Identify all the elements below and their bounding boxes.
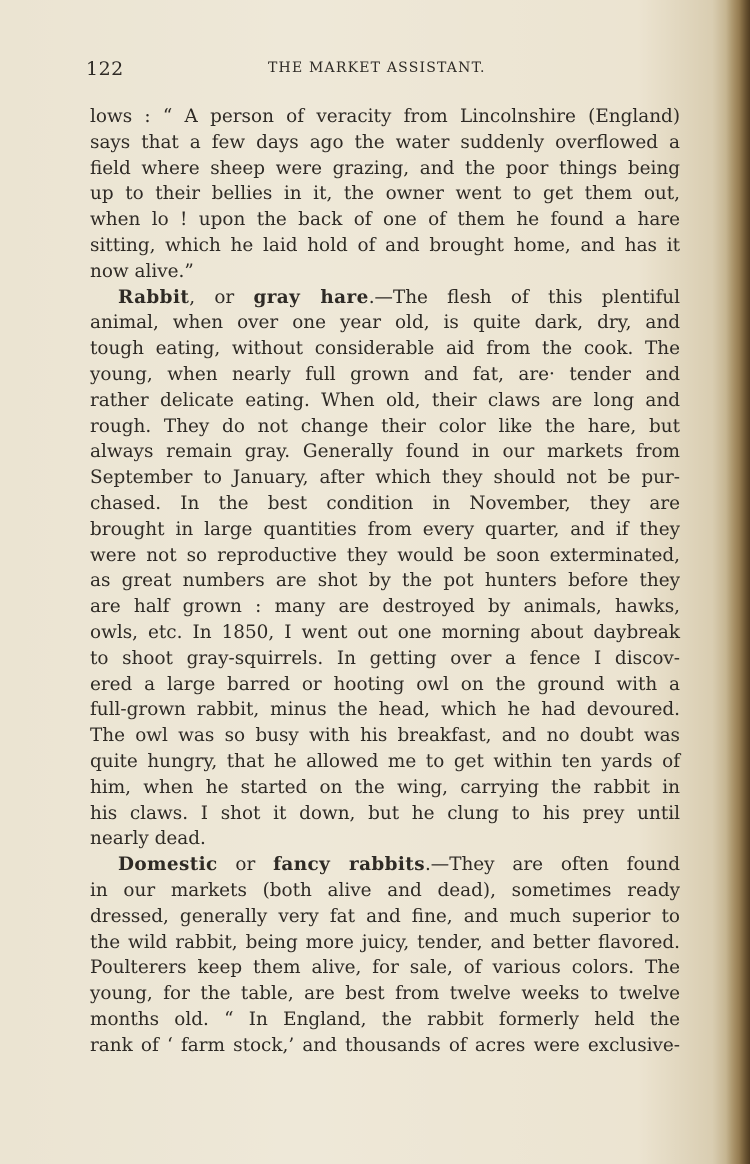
- headword-separator: or: [217, 854, 274, 876]
- text-line: were not so reproductive they would be soon exterminated,: [90, 544, 680, 566]
- text-line: animal, when over one year old, is quite dark, dry, and: [90, 312, 680, 334]
- text-line: Poulterers keep them alive, for sale, of various colors. The: [90, 957, 680, 979]
- rabbit-entry-first-line: [90, 285, 680, 311]
- text-line: nearly dead.: [90, 828, 206, 850]
- running-head: [86, 58, 686, 84]
- text-line: always remain gray. Generally found in our markets from: [90, 441, 680, 463]
- text-line: says that a few days ago the water suddenly overflowed a: [90, 131, 680, 153]
- text-line: young, when nearly full grown and fat, are· tender and: [90, 363, 680, 385]
- page-gutter-shadow: [726, 0, 750, 1164]
- text-line: when lo ! upon the back of one of them he found a hare: [90, 209, 680, 231]
- text-line: chased. In the best condition in November, they are: [90, 492, 680, 514]
- text-line: now alive.”: [90, 260, 194, 282]
- text-line: months old. “ In England, the rabbit formerly held the: [90, 1008, 680, 1030]
- text-line: quite hungry, that he allowed me to get within ten yards of: [90, 750, 680, 772]
- text-line: him, when he started on the wing, carrying the rabbit in: [90, 776, 680, 798]
- text-line: lows : “ A person of veracity from Lincolnshire (England): [90, 106, 680, 127]
- headword-rabbit: Rabbit: [118, 286, 190, 308]
- text-line: rough. They do not change their color like the hare, but: [90, 415, 680, 437]
- running-title: THE MARKET ASSISTANT.: [268, 60, 486, 76]
- text-fragment: .—They are often found: [424, 854, 681, 876]
- headword-separator: , or: [189, 286, 254, 308]
- page-number: 122: [86, 58, 124, 80]
- text-line: brought in large quantities from every quarter, and if they: [90, 518, 680, 540]
- domestic-entry-first-line: [90, 852, 680, 878]
- text-line: The owl was so busy with his breakfast, and no doubt was: [90, 725, 680, 747]
- text-line: field where sheep were grazing, and the poor things being: [90, 157, 680, 179]
- text-line: as great numbers are shot by the pot hunters before they: [90, 570, 680, 592]
- text-line: his claws. I shot it down, but he clung to his prey until: [90, 802, 680, 824]
- headword-fancy-rabbits: fancy rabbits: [273, 854, 425, 876]
- headword-gray-hare: gray hare: [253, 286, 369, 308]
- text-line: rather delicate eating. When old, their claws are long and: [90, 389, 680, 411]
- text-line: dressed, generally very fat and fine, and much superior to: [90, 905, 680, 927]
- body-text: [90, 104, 680, 1058]
- text-line: September to January, after which they should not be pur-: [90, 467, 680, 489]
- headword-domestic: Domestic: [118, 854, 218, 876]
- text-line: sitting, which he laid hold of and brought home, and has it: [90, 234, 680, 256]
- text-line: the wild rabbit, being more juicy, tender, and better flavored.: [90, 931, 680, 953]
- text-line: ered a large barred or hooting owl on the ground with a: [90, 673, 680, 695]
- text-line: are half grown : many are destroyed by animals, hawks,: [90, 596, 680, 618]
- text-line: in our markets (both alive and dead), sometimes ready: [90, 879, 680, 901]
- text-line: to shoot gray-squirrels. In getting over a fence I discov-: [90, 647, 680, 669]
- text-fragment: .—The flesh of this plentiful: [368, 286, 680, 308]
- text-line: rank of ‘ farm stock,’ and thousands of acres were exclusive-: [90, 1034, 680, 1056]
- text-line: young, for the table, are best from twelve weeks to twelve: [90, 983, 680, 1005]
- text-line: up to their bellies in it, the owner went to get them out,: [90, 183, 680, 205]
- text-line: owls, etc. In 1850, I went out one morning about daybreak: [90, 621, 680, 643]
- text-line: tough eating, without considerable aid from the cook. The: [90, 338, 680, 360]
- text-line: full-grown rabbit, minus the head, which he had devoured.: [90, 699, 680, 721]
